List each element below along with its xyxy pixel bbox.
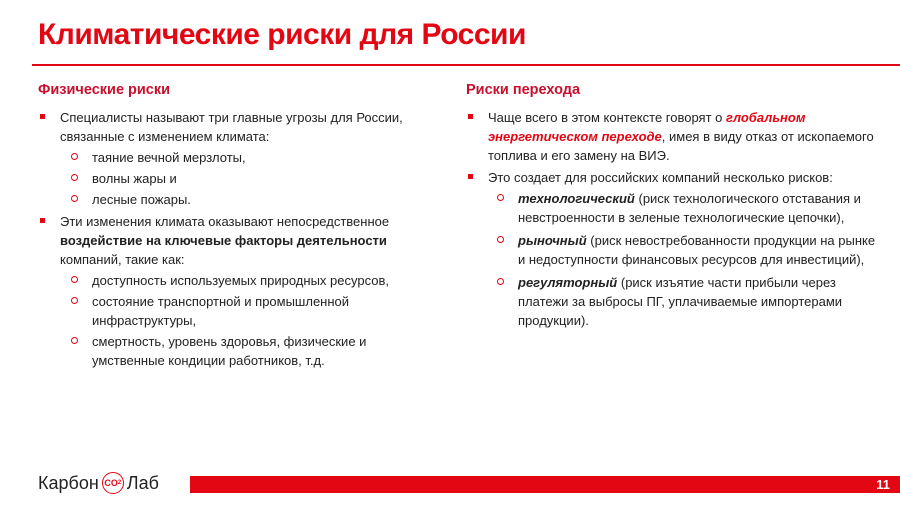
circle-bullet-icon xyxy=(71,174,78,181)
sublist-item xyxy=(60,332,428,370)
sublist-text: волны жары и xyxy=(92,171,177,186)
risk-term: технологический xyxy=(518,191,635,206)
risk-description: (риск невостребованности продукции на рынке и недоступности финансовых ресурсов для инвестиций), xyxy=(518,233,876,267)
sublist-item xyxy=(60,148,428,167)
list-item xyxy=(38,108,428,209)
square-bullet-icon xyxy=(40,114,45,119)
threats-sublist xyxy=(60,148,428,209)
factors-sublist xyxy=(60,271,428,370)
risk-term: регуляторный xyxy=(518,275,618,290)
physical-risks-column xyxy=(38,82,428,373)
list-item xyxy=(38,212,428,370)
circle-bullet-icon xyxy=(71,153,78,160)
risk-term: рыночный xyxy=(518,233,587,248)
list-item xyxy=(466,108,876,165)
logo-co-text: CO xyxy=(104,478,118,488)
transition-risks-column xyxy=(466,82,876,334)
circle-bullet-icon xyxy=(71,195,78,202)
bullet-text-emphasis: глобальном энергетическом переходе xyxy=(488,110,806,144)
square-bullet-icon xyxy=(468,114,473,119)
company-logo xyxy=(38,468,159,498)
sublist-item xyxy=(60,169,428,188)
sublist-text: доступность используемых природных ресурсов, xyxy=(92,273,389,288)
list-item xyxy=(466,168,876,330)
slide-title: Климатические риски для России xyxy=(38,18,526,51)
co2-logo-icon xyxy=(102,472,124,494)
circle-bullet-icon xyxy=(497,278,504,285)
circle-bullet-icon xyxy=(71,276,78,283)
logo-text-right: Лаб xyxy=(126,472,159,493)
circle-bullet-icon xyxy=(71,337,78,344)
sublist-item xyxy=(60,190,428,209)
circle-bullet-icon xyxy=(497,194,504,201)
bullet-text-post: компаний, такие как: xyxy=(60,252,185,267)
circle-bullet-icon xyxy=(71,297,78,304)
bullet-text-post: , имея в виду отказ от ископаемого топлива и его замену на ВИЭ. xyxy=(488,129,874,163)
sublist-text: смертность, уровень здоровья, физические и умственные кондиции работников, т.д. xyxy=(92,334,367,368)
sublist-item xyxy=(60,271,428,290)
square-bullet-icon xyxy=(40,218,45,223)
physical-risks-list xyxy=(38,108,428,370)
logo-subscript: 2 xyxy=(117,480,122,486)
risk-types-sublist xyxy=(488,189,876,330)
bullet-text-bold: воздействие на ключевые факторы деятельности xyxy=(60,233,387,248)
square-bullet-icon xyxy=(468,174,473,179)
sublist-item xyxy=(488,273,876,330)
sublist-item xyxy=(488,231,876,269)
title-divider xyxy=(32,64,900,66)
transition-risks-list xyxy=(466,108,876,330)
bullet-text-pre: Чаще всего в этом контексте говорят о xyxy=(488,110,726,125)
page-number: 11 xyxy=(876,477,890,492)
bullet-text: Это создает для российских компаний несколько рисков: xyxy=(488,170,833,185)
risk-description: (риск изъятие части прибыли через платежи за выбросы ПГ, уплачиваемые импортерами продукции). xyxy=(518,275,843,328)
risk-description: (риск технологического отставания и невстроенности в зеленые технологические цепочки), xyxy=(518,191,861,225)
transition-risks-heading: Риски перехода xyxy=(466,82,581,98)
sublist-item xyxy=(60,292,428,330)
logo-text-left: Карбон xyxy=(38,472,99,493)
footer-bar xyxy=(190,476,900,493)
sublist-text: таяние вечной мерзлоты, xyxy=(92,150,246,165)
bullet-text-pre: Эти изменения климата оказывают непосредственное xyxy=(60,214,390,229)
sublist-item xyxy=(488,189,876,227)
physical-risks-heading: Физические риски xyxy=(38,82,171,98)
circle-bullet-icon xyxy=(497,236,504,243)
sublist-text: состояние транспортной и промышленной инфраструктуры, xyxy=(92,294,350,328)
sublist-text: лесные пожары. xyxy=(92,192,191,207)
bullet-text: Специалисты называют три главные угрозы для России, связанные с изменением климата: xyxy=(60,110,403,144)
